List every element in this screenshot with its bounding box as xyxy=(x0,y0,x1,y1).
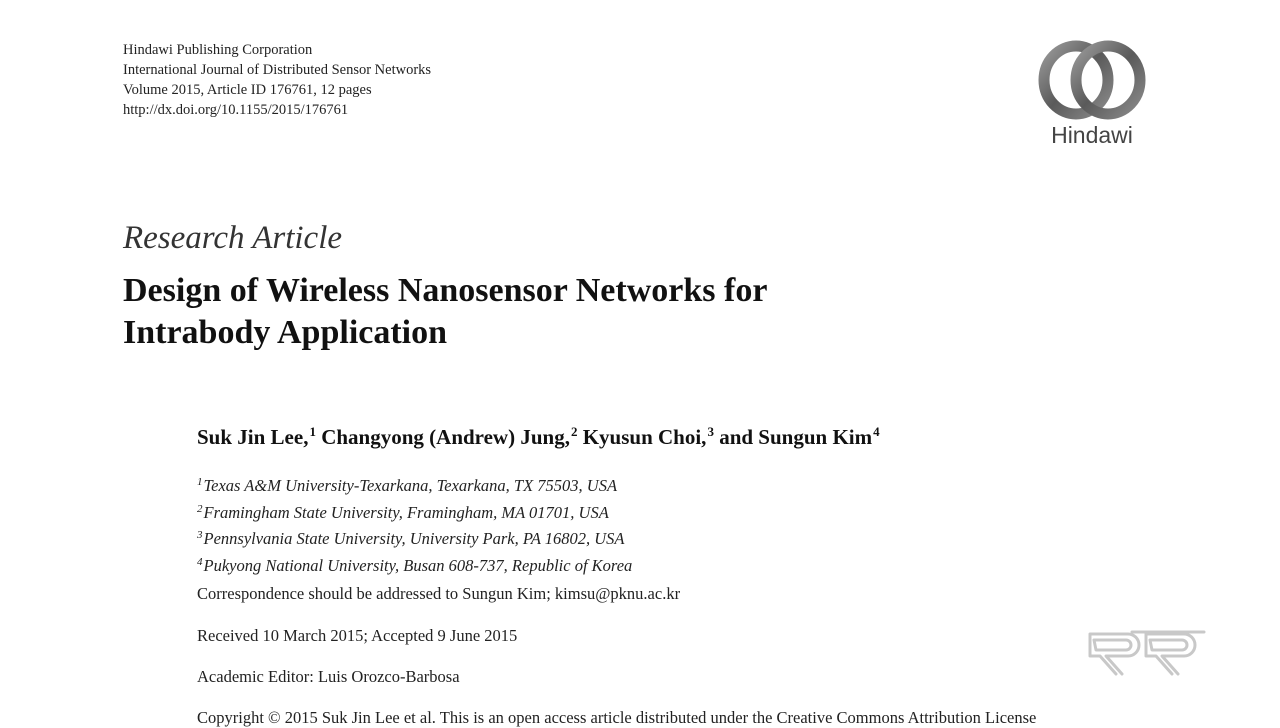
rr-watermark-icon xyxy=(1086,628,1208,678)
affiliation-item xyxy=(197,524,632,551)
copyright-line: Copyright © 2015 Suk Jin Lee et al. This is an open access article distributed under the Creative Commons Attribution License xyxy=(197,708,1037,727)
title-line-2: Intrabody Application xyxy=(123,314,448,351)
title-line-1: Design of Wireless Nanosensor Networks for xyxy=(123,272,768,309)
journal-name: International Journal of Distributed Sensor Networks xyxy=(123,62,432,78)
article-type: Research Article xyxy=(123,220,343,256)
hindawi-logo-icon xyxy=(1032,38,1152,154)
affiliation-text: Pennsylvania State University, University Park, PA 16802, USA xyxy=(203,529,625,548)
author-name: Suk Jin Lee, xyxy=(197,425,309,449)
affiliation-item xyxy=(197,551,632,578)
author-list xyxy=(197,424,880,450)
author-sup: 4 xyxy=(873,424,880,439)
author-sup: 2 xyxy=(570,424,578,439)
publisher-name: Hindawi Publishing Corporation xyxy=(123,42,313,58)
affiliation-sup: 2 xyxy=(197,502,203,515)
affiliation-list xyxy=(197,471,632,577)
affiliation-item xyxy=(197,471,632,498)
correspondence-line: Correspondence should be addressed to Sungun Kim; kimsu@pknu.ac.kr xyxy=(197,584,681,603)
affiliation-text: Pukyong National University, Busan 608-737, Republic of Korea xyxy=(203,555,633,575)
author-name: and Sungun Kim xyxy=(719,425,873,449)
doi-link[interactable]: http://dx.doi.org/10.1155/2015/176761 xyxy=(123,102,349,118)
volume-info: Volume 2015, Article ID 176761, 12 pages xyxy=(123,82,372,98)
paper-title xyxy=(123,270,767,354)
affiliation-sup: 1 xyxy=(197,476,203,488)
affiliation-sup: 3 xyxy=(197,529,203,541)
affiliation-item xyxy=(197,498,632,525)
dates-line: Received 10 March 2015; Accepted 9 June 2015 xyxy=(197,626,518,645)
logo-text: Hindawi xyxy=(1051,122,1133,148)
author-name: Kyusun Choi, xyxy=(582,425,707,449)
affiliation-sup: 4 xyxy=(197,555,203,568)
journal-info xyxy=(123,40,431,120)
author-name: Changyong (Andrew) Jung, xyxy=(321,425,570,449)
editor-line: Academic Editor: Luis Orozco-Barbosa xyxy=(197,667,460,686)
affiliation-text: Framingham State University, Framingham, MA 01701, USA xyxy=(203,502,609,522)
affiliation-text: Texas A&M University-Texarkana, Texarkana, TX 75503, USA xyxy=(203,476,618,495)
author-sup: 3 xyxy=(707,424,714,439)
author-sup: 1 xyxy=(309,424,316,439)
